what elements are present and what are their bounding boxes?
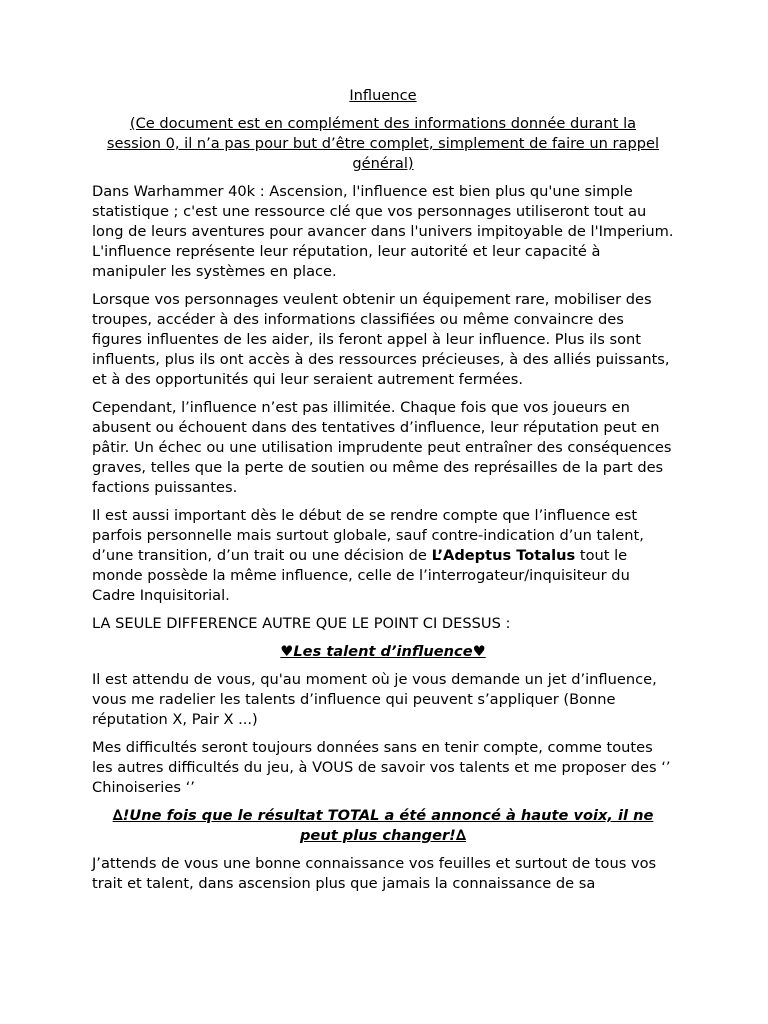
- paragraph-difference: LA SEULE DIFFERENCE AUTRE QUE LE POINT CI DESSUS :: [92, 615, 511, 632]
- document-title: Influence: [349, 87, 417, 104]
- paragraph-knowledge: J’attends de vous une bonne connaissance vos feuilles et surtout de tous vos trait et talent, dans ascension plus que jamais la connaissance de sa: [92, 855, 657, 892]
- adeptus-totalus-label: L’Adeptus Totalus: [431, 547, 576, 564]
- paragraph-global-influence-start: Il est aussi important dès le début de se rendre compte que l’influence est parfois personnelle mais surtout globale, sauf contre-indication d’un talent, d’une transition, d’un trait ou une décision de: [92, 507, 644, 564]
- paragraph-global-influence: [92, 506, 674, 606]
- document-page: [92, 86, 674, 902]
- paragraph-talents: Il est attendu de vous, qu'au moment où je vous demande un jet d’influence, vous me radelier les talents d’influence qui peuvent s’appliquer (Bonne réputation X, Pair X ...): [92, 671, 657, 728]
- paragraph-difficulties: Mes difficultés seront toujours données sans en tenir compte, comme toutes les autres difficultés du jeu, à VOUS de savoir vos talents et me proposer des ‘’ Chinoiseries ‘’: [92, 739, 671, 796]
- heading-talents: ♥Les talent d’influence♥: [280, 643, 486, 660]
- paragraph-intro: Dans Warhammer 40k : Ascension, l'influence est bien plus qu'une simple statistique ; c'est une ressource clé que vos personnages utiliseront tout au long de leurs aventures pour avancer dans l'univers impitoyable de l'Imperium. L'influence représente leur réputation, leur autorité et leur capacité à manipuler les systèmes en place.: [92, 183, 674, 280]
- heading-warning: ∆!Une fois que le résultat TOTAL a été annoncé à haute voix, il ne peut plus changer!∆: [112, 807, 654, 844]
- paragraph-global-influence-end: tout le monde possède la même influence, celle de l’interrogateur/inquisiteur du Cadre Inquisitorial.: [92, 547, 630, 604]
- paragraph-limits: Cependant, l’influence n’est pas illimitée. Chaque fois que vos joueurs en abusent ou échouent dans des tentatives d’influence, leur réputation peut en pâtir. Un échec ou une utilisation imprudente peut entraîner des conséquences graves, telles que la perte de soutien ou même des représailles de la part des factions puissantes.: [92, 399, 672, 496]
- paragraph-usage: Lorsque vos personnages veulent obtenir un équipement rare, mobiliser des troupes, accéder à des informations classifiées ou même convaincre des figures influentes de les aider, ils feront appel à leur influence. Plus ils sont influents, plus ils ont accès à des ressources précieuses, à des alliés puissants, et à des opportunités qui leur seraient autrement fermées.: [92, 291, 670, 388]
- document-subtitle: (Ce document est en complément des informations donnée durant la session 0, il n’a pas pour but d’être complet, simplement de faire un rappel général): [106, 115, 660, 172]
